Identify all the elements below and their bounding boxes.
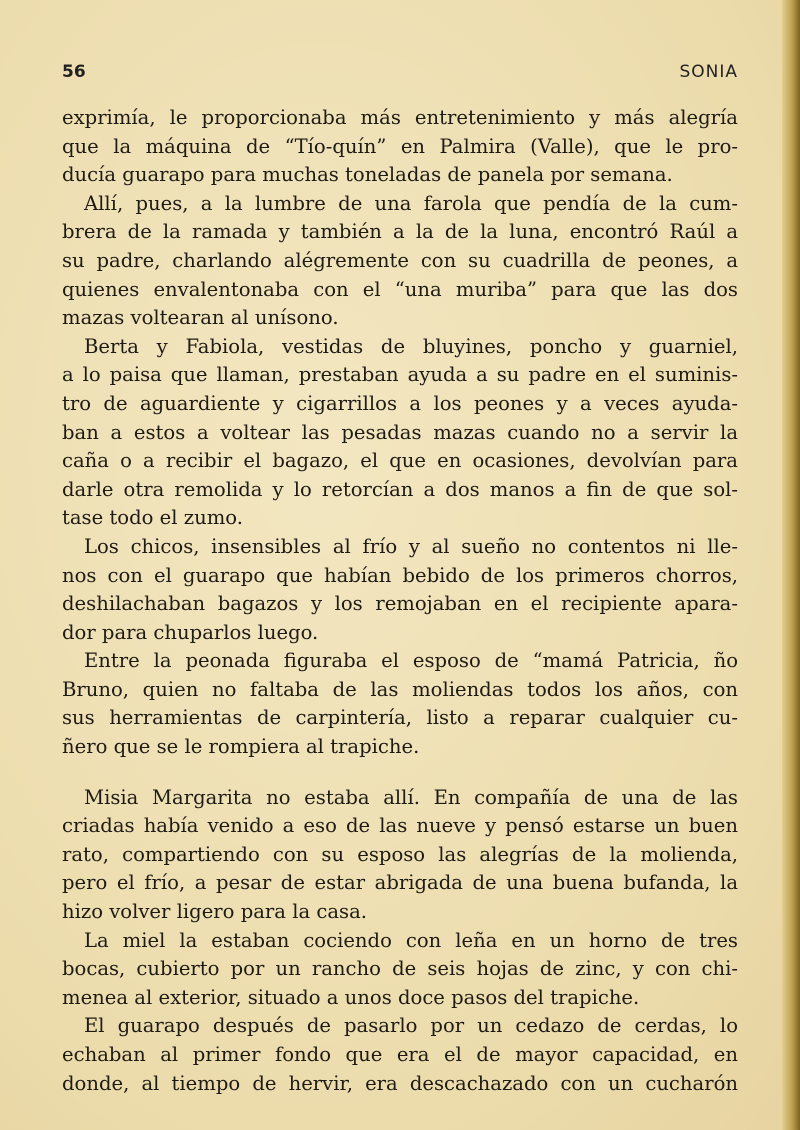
- text-line: ducía guarapo para muchas toneladas de panela por semana.: [62, 163, 673, 187]
- paragraph: [62, 784, 738, 927]
- text-line: su padre, charlando alégremente con su cuadrilla de peones, a: [62, 248, 738, 272]
- text-line: Los chicos, insensibles al frío y al sueño no contentos ni lle-: [84, 534, 738, 558]
- text-line: rato, compartiendo con su esposo las alegrías de la molienda,: [62, 842, 738, 866]
- paragraph-gap: [62, 762, 738, 784]
- text-line: menea al exterior, situado a unos doce pasos del trapiche.: [62, 985, 640, 1009]
- text-line: caña o a recibir el bagazo, el que en ocasiones, devolvían para: [62, 449, 738, 473]
- text-line: exprimía, le proporcionaba más entretenimiento y más alegría: [62, 106, 738, 129]
- paragraph: [62, 1012, 738, 1098]
- text-line: Misia Margarita no estaba allí. En compañía de una de las: [84, 785, 738, 809]
- text-line: echaban al primer fondo que era el de mayor capacidad, en: [62, 1043, 738, 1066]
- text-line: nos con el guarapo que habían bebido de los primeros chorros,: [62, 563, 738, 587]
- text-line: tro de aguardiente y cigarrillos a los peones y a veces ayuda-: [62, 391, 738, 415]
- paragraph: [62, 647, 738, 761]
- page-number: 56: [62, 62, 86, 82]
- text-line: deshilachaban bagazos y los remojaban en el recipiente apara-: [62, 592, 738, 616]
- body-text: [62, 104, 738, 1098]
- text-line: ñero que se le rompiera al trapiche.: [62, 735, 420, 759]
- text-line: Allí, pues, a la lumbre de una farola que pendía de la cum-: [84, 191, 738, 215]
- text-line: que la máquina de “Tío-quín” en Palmira (Valle), que le pro-: [62, 134, 738, 158]
- page-header: [62, 62, 738, 88]
- text-line: brera de la ramada y también a la de la luna, encontró Raúl a: [62, 220, 738, 244]
- text-line: darle otra remolida y lo retorcían a dos manos a fin de que sol-: [62, 477, 738, 501]
- text-line: Entre la peonada figuraba el esposo de “mamá Patricia, ño: [84, 649, 738, 673]
- text-line: El guarapo después de pasarlo por un cedazo de cerdas, lo: [84, 1014, 738, 1038]
- text-line: criadas había venido a eso de las nueve y pensó estarse un buen: [62, 814, 738, 838]
- paragraph: [62, 533, 738, 647]
- paragraph: [62, 927, 738, 1013]
- paragraph: [62, 104, 738, 190]
- text-line: sus herramientas de carpintería, listo a reparar cualquier cu-: [62, 706, 738, 730]
- text-line: mazas voltearan al unísono.: [62, 306, 339, 330]
- text-line: bocas, cubierto por un rancho de seis hojas de zinc, y con chi-: [62, 957, 738, 981]
- text-line: quienes envalentonaba con el “una muriba” para que las dos: [62, 277, 738, 301]
- text-line: ban a estos a voltear las pesadas mazas cuando no a servir la: [62, 420, 738, 444]
- paragraph: [62, 333, 738, 533]
- text-line: hizo volver ligero para la casa.: [62, 900, 367, 924]
- text-line: tase todo el zumo.: [62, 506, 243, 530]
- paragraph: [62, 190, 738, 333]
- text-line: dor para chuparlos luego.: [62, 620, 319, 644]
- page-edge: [782, 0, 800, 1130]
- text-line: La miel la estaban cociendo con leña en un horno de tres: [84, 928, 738, 952]
- text-line: Bruno, quien no faltaba de las moliendas todos los años, con: [62, 677, 738, 701]
- text-line: pero el frío, a pesar de estar abrigada de una buena bufanda, la: [62, 871, 738, 895]
- text-line: a lo paisa que llaman, prestaban ayuda a su padre en el suminis-: [62, 363, 738, 387]
- text-line: donde, al tiempo de hervir, era descachazado con un cucharón: [62, 1071, 738, 1095]
- running-title: SONIA: [679, 62, 738, 82]
- text-line: Berta y Fabiola, vestidas de bluyines, poncho y guarniel,: [84, 334, 738, 358]
